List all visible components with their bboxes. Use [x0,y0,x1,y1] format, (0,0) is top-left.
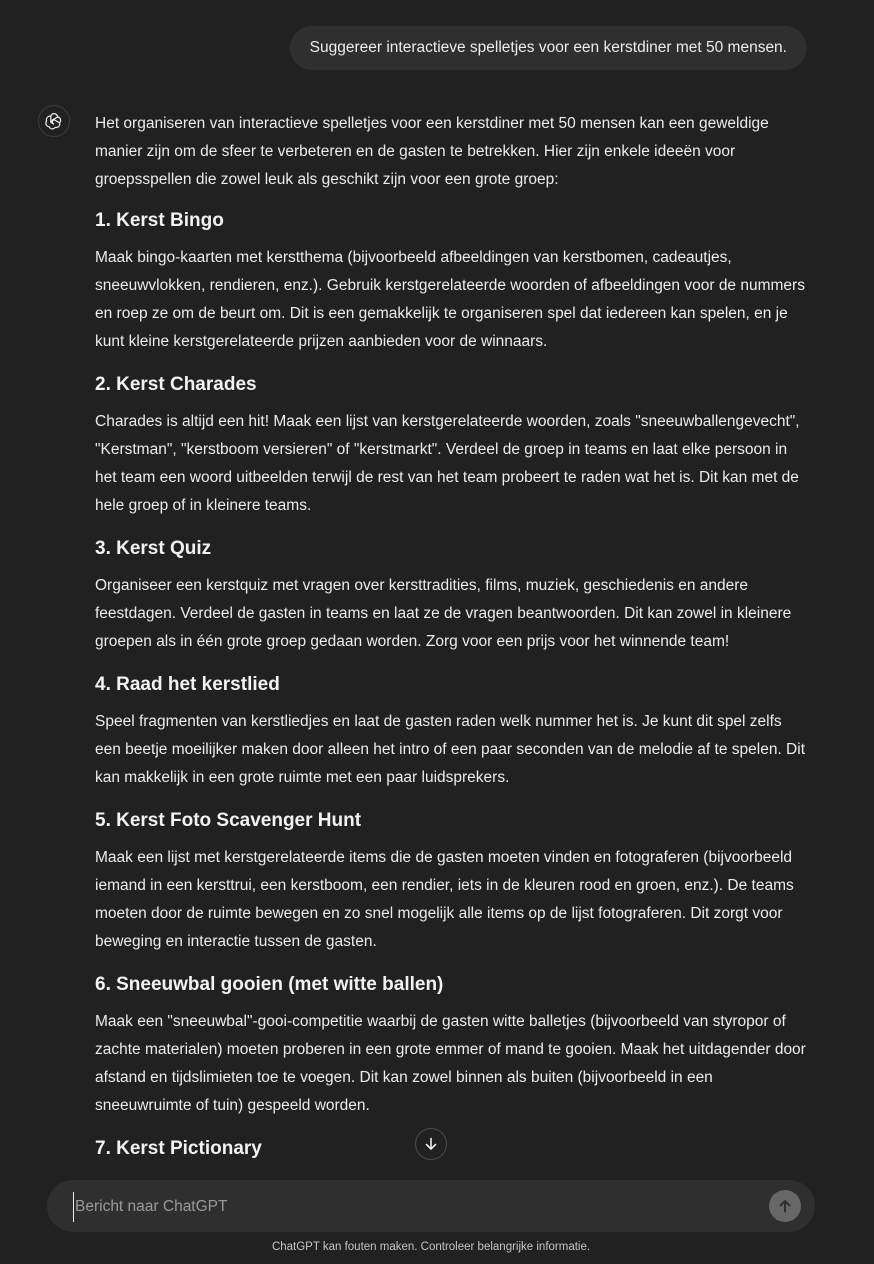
assistant-avatar [38,105,70,137]
section-heading-4: 4. Raad het kerstlied [95,674,280,695]
user-message-row [290,26,807,70]
send-button[interactable] [769,1190,801,1222]
section-text-5: Maak een lijst met kerstgerelateerde items die de gasten moeten vinden en fotograferen (bijvoorbeeld iemand in een kersttrui, een kerstboom, een rendier, iets in de kleuren rood en groen, enz.). De teams moeten door de ruimte bewegen en zo snel mogelijk alle items op de lijst fotograferen. Dit zorgt voor beweging en interactie tussen de gasten. [95,849,794,950]
section-heading-5: 5. Kerst Foto Scavenger Hunt [95,810,362,831]
section-heading-1: 1. Kerst Bingo [95,210,224,231]
arrow-up-icon [777,1198,793,1214]
section-text-1: Maak bingo-kaarten met kerstthema (bijvoorbeeld afbeeldingen van kerstbomen, cadeautjes, sneeuwvlokken, rendieren, enz.). Gebruik kerstgerelateerde woorden of afbeeldingen voor de nummers en roep ze om de beurt om. Dit is een gemakkelijk te organiseren spel dat iedereen kan spelen, en je kunt kleine kerstgerelateerde prijzen aanbieden voor de winnaars. [95,249,805,350]
section-heading-3: 3. Kerst Quiz [95,538,212,559]
message-composer [47,1180,815,1232]
arrow-down-icon [423,1136,439,1152]
message-input[interactable] [73,1192,757,1222]
section-heading-6: 6. Sneeuwbal gooien (met witte ballen) [95,974,444,995]
assistant-message [95,110,809,1172]
section-text-4: Speel fragmenten van kerstliedjes en laat de gasten raden welk nummer het is. Je kunt dit spel zelfs een beetje moeilijker maken door alleen het intro of een paar seconden van de melodie af te spelen. Dit kan makkelijk in een grote ruimte met een paar luidsprekers. [95,713,806,786]
assistant-intro: Het organiseren van interactieve spelletjes voor een kerstdiner met 50 mensen kan een geweldige manier zijn om de sfeer te verbeteren en de gasten te betrekken. Hier zijn enkele ideeën voor groepsspellen die zowel leuk als geschikt zijn voor een grote groep: [95,115,769,188]
user-message-bubble: Suggereer interactieve spelletjes voor een kerstdiner met 50 mensen. [290,26,807,70]
disclaimer-note: ChatGPT kan fouten maken. Controleer belangrijke informatie. [271,1241,591,1253]
section-heading-2: 2. Kerst Charades [95,374,257,395]
section-text-2: Charades is altijd een hit! Maak een lijst van kerstgerelateerde woorden, zoals "sneeuwballengevecht", "Kerstman", "kerstboom versieren" of "kerstmarkt". Verdeel de groep in teams en laat elke persoon in het team een woord uitbeelden terwijl de rest van het team probeert te raden wat het is. Dit kan met de hele groep of in kleinere teams. [95,413,800,514]
openai-logo-icon [44,111,64,131]
scroll-to-bottom-button[interactable] [415,1128,447,1160]
section-heading-7: 7. Kerst Pictionary [95,1138,262,1159]
section-text-3: Organiseer een kerstquiz met vragen over kersttradities, films, muziek, geschiedenis en andere feestdagen. Verdeel de gasten in teams en laat ze de vragen beantwoorden. Dit kan zowel in kleinere groepen als in één grote groep gedaan worden. Zorg voor een prijs voor het winnende team! [95,577,792,650]
section-text-6: Maak een "sneeuwbal"-gooi-competitie waarbij de gasten witte balletjes (bijvoorbeeld van styropor of zachte materialen) moeten proberen in een grote emmer of mand te gooien. Maak het uitdagender door afstand en tijdslimieten toe te voegen. Dit kan zowel binnen als buiten (bijvoorbeeld in een sneeuwruimte of tuin) gespeeld worden. [95,1013,806,1114]
